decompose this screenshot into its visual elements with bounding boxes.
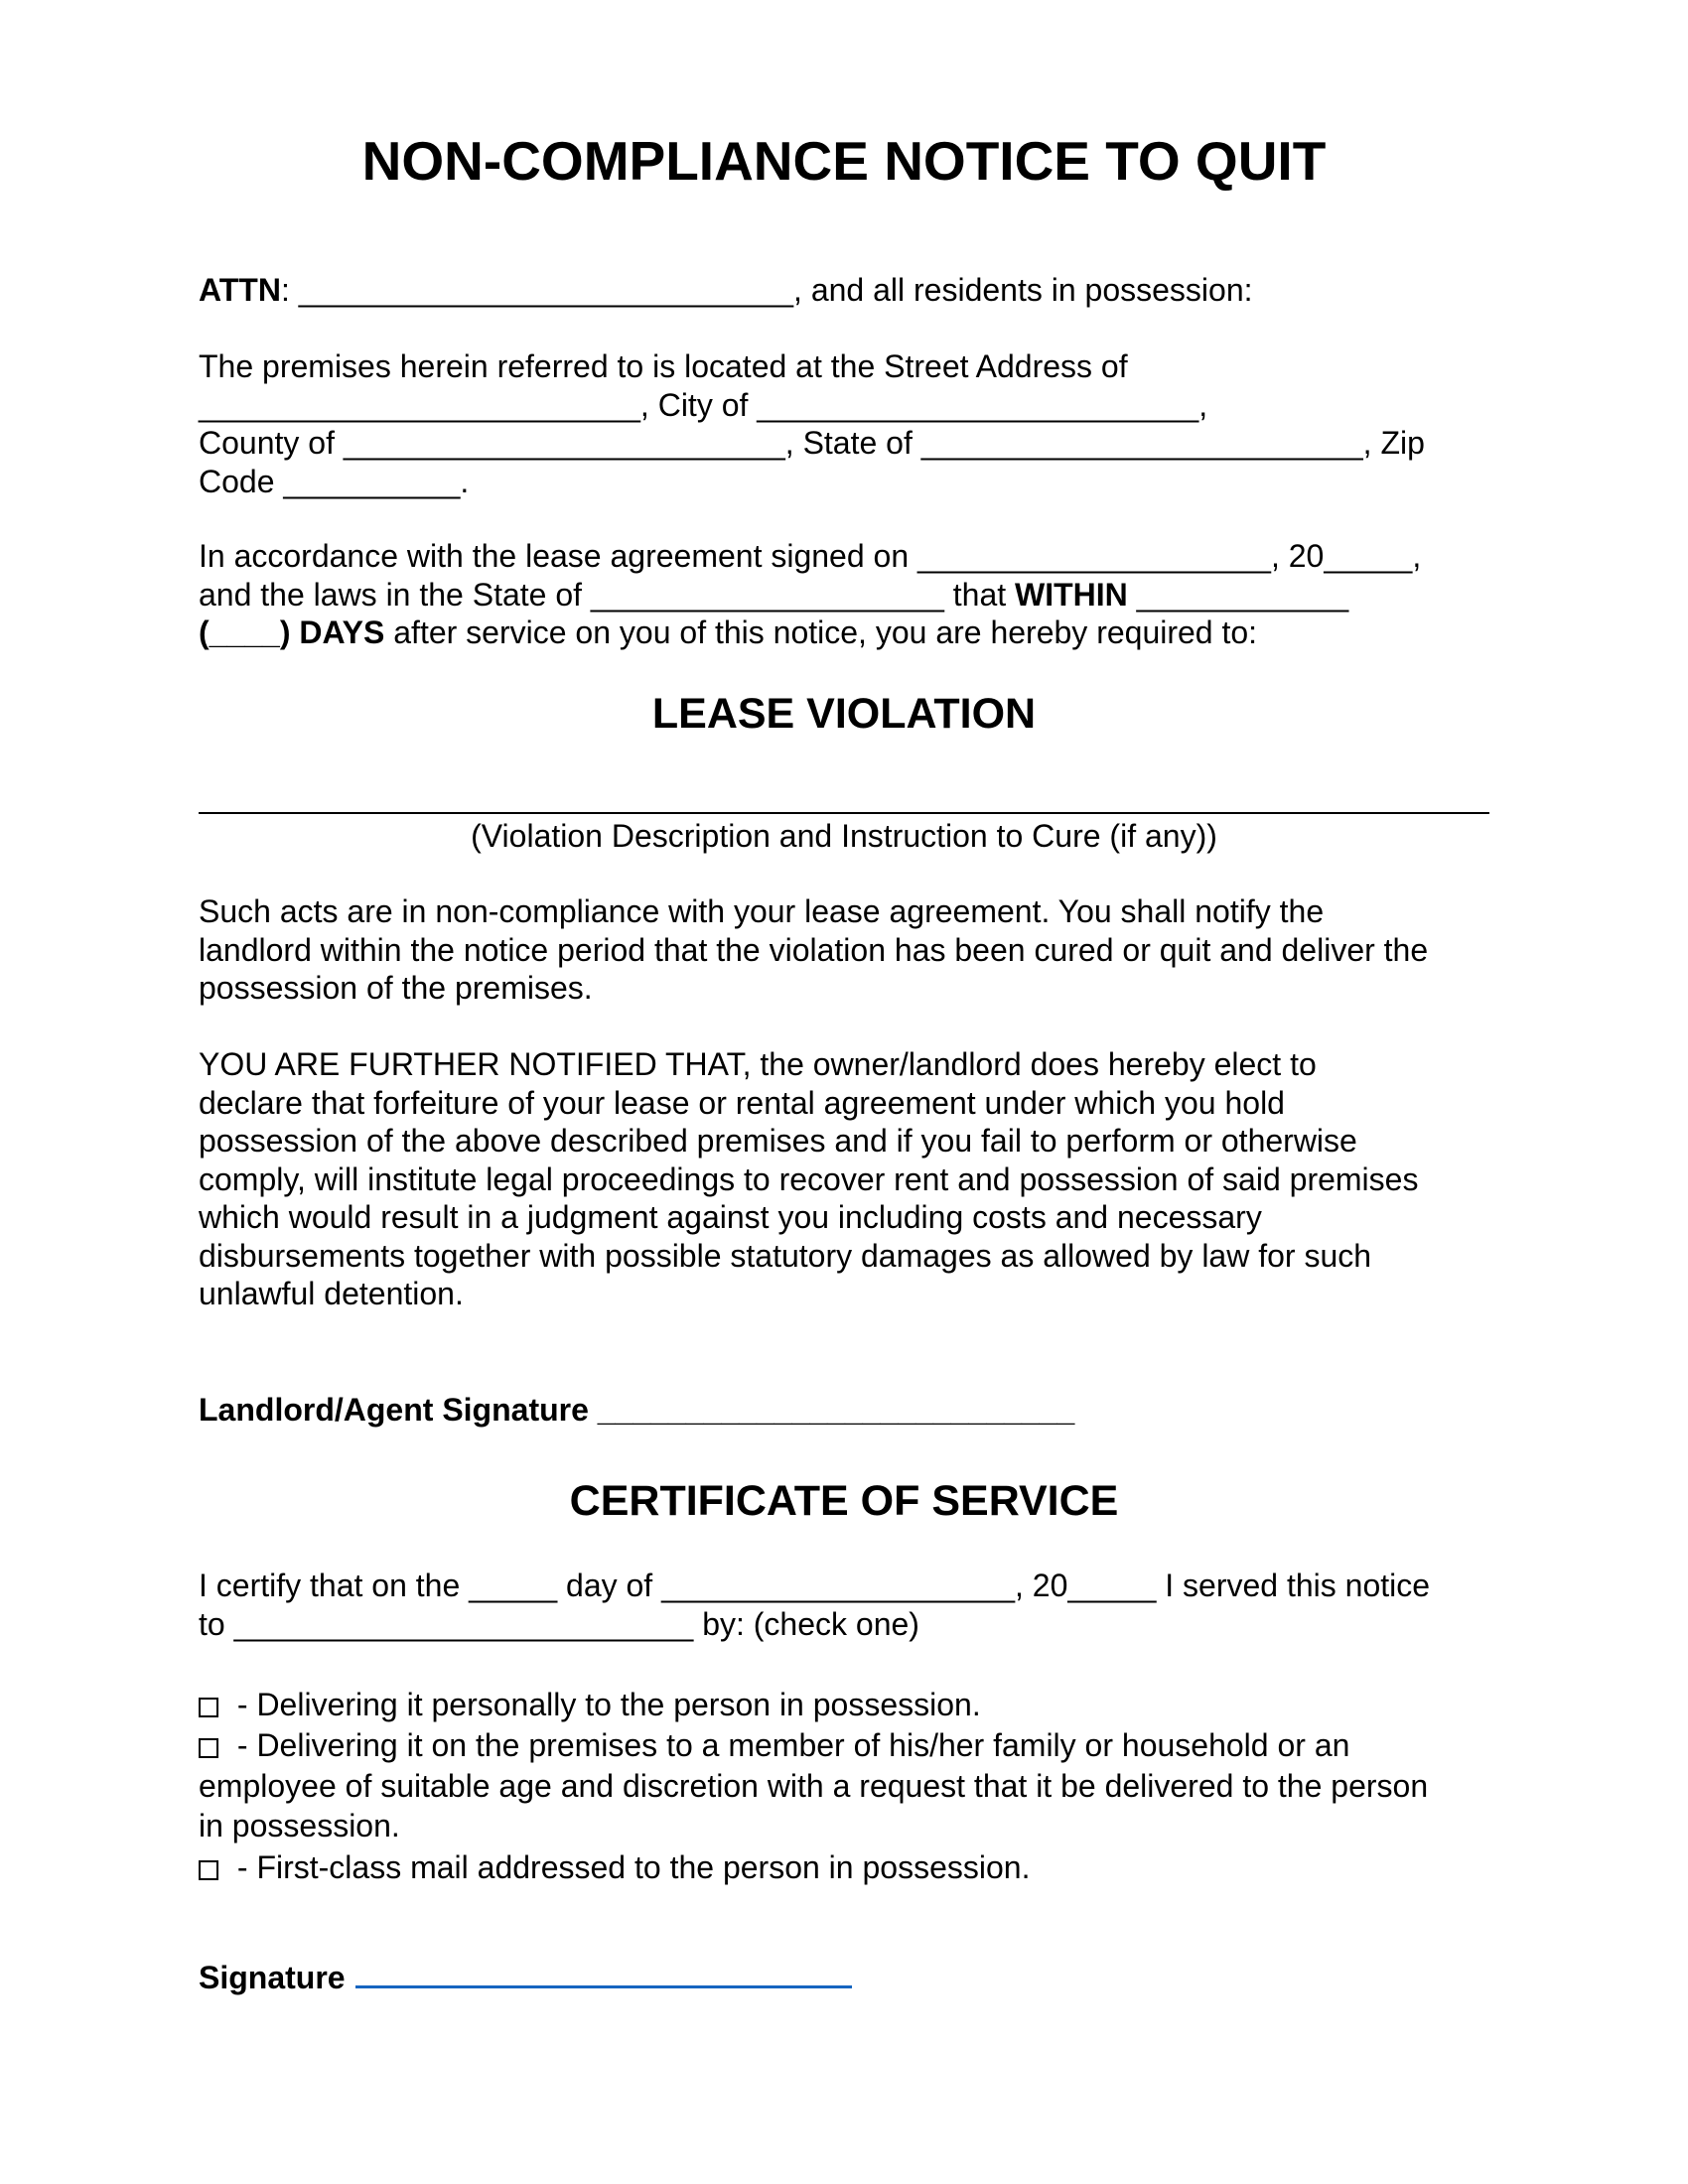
attn-suffix: , and all residents in possession: bbox=[793, 272, 1253, 308]
within-label: WITHIN bbox=[1015, 576, 1128, 613]
signature-section bbox=[199, 1958, 1489, 1997]
premises-section bbox=[199, 347, 1489, 500]
landlord-signature-section bbox=[199, 1391, 1489, 1430]
violation-description-line[interactable] bbox=[199, 812, 1489, 814]
paragraph2-line: YOU ARE FURTHER NOTIFIED THAT, the owner/landlord does hereby elect to bbox=[199, 1046, 1317, 1082]
paragraph2-line: disbursements together with possible statutory damages as allowed by law for such bbox=[199, 1237, 1372, 1274]
days-rest: after service on you of this notice, you are hereby required to: bbox=[384, 614, 1258, 650]
state-field[interactable]: and the laws in the State of ____________________ that bbox=[199, 576, 1016, 613]
service-options bbox=[199, 1685, 1489, 1889]
accordance-section bbox=[199, 537, 1489, 652]
address-city-fields[interactable]: _________________________, City of _________________________, bbox=[199, 386, 1208, 423]
signature-field[interactable] bbox=[355, 1958, 852, 1988]
certificate-served-to-field[interactable]: to __________________________ by: (check one) bbox=[199, 1605, 919, 1642]
within-field[interactable]: ____________ bbox=[1127, 576, 1349, 613]
option-premises-cont: employee of suitable age and discretion with a request that it be delivered to the person bbox=[199, 1768, 1429, 1804]
certificate-heading: CERTIFICATE OF SERVICE bbox=[569, 1477, 1119, 1525]
paragraph-noncompliance bbox=[199, 892, 1489, 1008]
paragraph2-line: possession of the above described premises and if you fail to perform or otherwise bbox=[199, 1123, 1357, 1159]
option-premises-cont: in possession. bbox=[199, 1808, 400, 1843]
lease-violation-heading: LEASE VIOLATION bbox=[651, 690, 1037, 738]
paragraph-further-notified bbox=[199, 1045, 1489, 1313]
option-premises bbox=[199, 1724, 1489, 1766]
landlord-signature-field[interactable]: ___________________________ bbox=[597, 1392, 1075, 1428]
checkbox-personal[interactable] bbox=[199, 1698, 218, 1717]
paragraph2-line: unlawful detention. bbox=[199, 1276, 464, 1311]
violation-caption: (Violation Description and Instruction to Cure (if any)) bbox=[471, 818, 1217, 854]
option-personal bbox=[199, 1685, 1489, 1724]
checkbox-premises[interactable] bbox=[199, 1738, 218, 1758]
option-personal-label: - Delivering it personally to the person in possession. bbox=[228, 1687, 981, 1722]
option-premises-label: - Delivering it on the premises to a member of his/her family or household or an bbox=[228, 1727, 1350, 1763]
premises-line-1: The premises herein referred to is located at the Street Address of bbox=[199, 348, 1128, 384]
paragraph1-line: Such acts are in non-compliance with your lease agreement. You shall notify the bbox=[199, 893, 1325, 929]
lease-signed-date-field[interactable]: In accordance with the lease agreement signed on ____________________, 20_____, bbox=[199, 538, 1422, 574]
attn-colon: : bbox=[280, 272, 290, 308]
attn-name-field[interactable]: ____________________________ bbox=[298, 272, 794, 308]
paragraph1-line: possession of the premises. bbox=[199, 970, 593, 1006]
paragraph2-line: declare that forfeiture of your lease or rental agreement under which you hold bbox=[199, 1084, 1285, 1121]
signature-line bbox=[199, 1958, 1489, 1997]
attn-label: ATTN bbox=[199, 272, 281, 308]
state-within-line bbox=[199, 576, 1489, 614]
signature-label: Signature bbox=[199, 1960, 346, 1995]
landlord-signature-line bbox=[199, 1391, 1489, 1430]
paragraph2-line: comply, will institute legal proceedings to recover rent and possession of said premises bbox=[199, 1160, 1419, 1197]
landlord-signature-label: Landlord/Agent Signature bbox=[199, 1392, 589, 1428]
attn-section bbox=[199, 271, 1489, 310]
option-mail-label: - First-class mail addressed to the person in possession. bbox=[228, 1849, 1031, 1885]
paragraph1-line: landlord within the notice period that the violation has been cured or quit and deliver the bbox=[199, 931, 1429, 968]
days-line bbox=[199, 614, 1489, 652]
option-mail bbox=[199, 1845, 1489, 1889]
paragraph2-line: which would result in a judgment against you including costs and necessary bbox=[199, 1199, 1262, 1235]
county-state-zip-fields[interactable]: County of _________________________, State of _________________________, Zip bbox=[199, 425, 1425, 461]
checkbox-mail[interactable] bbox=[199, 1860, 218, 1880]
document-title: NON-COMPLIANCE NOTICE TO QUIT bbox=[361, 130, 1327, 192]
days-field[interactable]: (____) DAYS bbox=[199, 614, 385, 650]
attn-line bbox=[199, 271, 1489, 310]
certificate-section bbox=[199, 1567, 1489, 1643]
zip-code-field[interactable]: Code __________. bbox=[199, 463, 470, 499]
certificate-date-field[interactable]: I certify that on the _____ day of ____________________, 20_____ I served this notice bbox=[199, 1568, 1431, 1603]
